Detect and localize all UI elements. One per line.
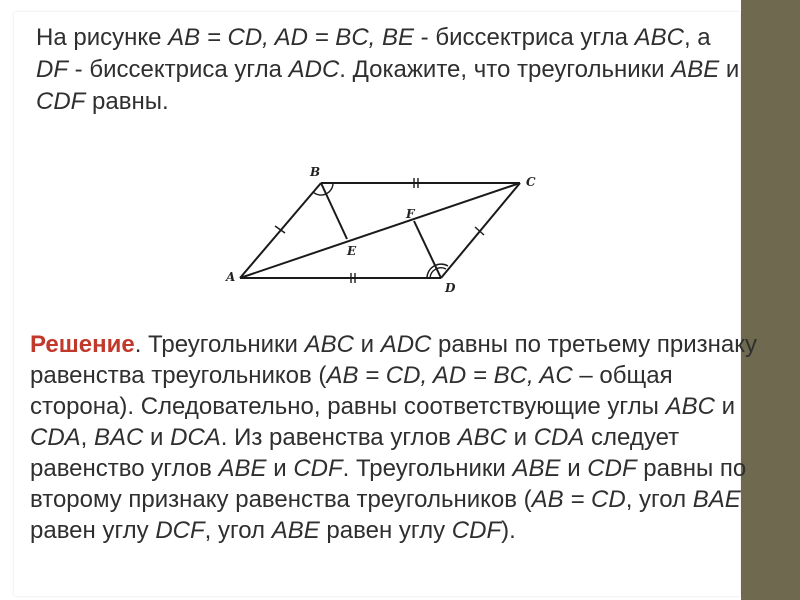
- label-e: E: [347, 244, 357, 258]
- text-run: , угол: [204, 517, 272, 544]
- geometry-figure: [224, 157, 554, 297]
- text-run: ,: [80, 424, 95, 451]
- formula: CDF: [36, 88, 86, 115]
- formula: CDA: [533, 424, 585, 451]
- text-run: и: [143, 424, 171, 451]
- text-run: и: [353, 331, 381, 358]
- formula: CDF: [451, 517, 502, 544]
- text-run: следует равенство углов: [30, 424, 680, 482]
- formula: ABE: [671, 56, 720, 83]
- formula: DF: [36, 56, 68, 83]
- formula: ABE: [218, 455, 267, 482]
- text-run: равны по второму признаку равенства треугольников (: [30, 455, 747, 513]
- problem-statement: [36, 22, 756, 118]
- label-d: D: [445, 281, 456, 295]
- formula: CDF: [587, 455, 637, 482]
- solution-text: [30, 329, 760, 546]
- label-a: A: [226, 270, 236, 284]
- solution-heading: Решение: [30, 331, 135, 358]
- text-run: ).: [501, 517, 516, 544]
- text-run: и: [719, 56, 740, 83]
- formula: AB = CD, AD = BC, AC: [326, 362, 573, 389]
- text-run: . Треугольники: [342, 455, 513, 482]
- text-run: равны по третьему признаку равенства треугольников (: [30, 331, 757, 389]
- text-run: .: [134, 331, 142, 358]
- formula: AB = CD: [531, 486, 626, 513]
- formula: BAE: [692, 486, 741, 513]
- formula: ABC: [665, 393, 715, 420]
- formula: AB = CD, AD = BC, BE: [168, 24, 414, 51]
- text-run: равен углу: [30, 517, 156, 544]
- formula: ADC: [380, 331, 432, 358]
- formula: BAC: [94, 424, 144, 451]
- formula: DCF: [155, 517, 205, 544]
- text-run: Треугольники: [141, 331, 305, 358]
- text-run: , угол: [625, 486, 693, 513]
- slide: [14, 12, 757, 596]
- text-run: равен углу: [319, 517, 452, 544]
- formula: ADC: [288, 56, 340, 83]
- text-run: – общая сторона). Следовательно, равны соответствующие углы: [30, 362, 673, 420]
- formula: CDA: [30, 424, 81, 451]
- formula: ABC: [634, 24, 684, 51]
- text-run: - биссектриса угла: [414, 24, 635, 51]
- text-run: и: [506, 424, 534, 451]
- text-run: . Докажите, что треугольники: [339, 56, 672, 83]
- text-run: , а: [683, 24, 711, 51]
- formula: CDF: [293, 455, 343, 482]
- label-f: F: [406, 207, 415, 221]
- bisector-df: [414, 221, 441, 278]
- text-run: и: [714, 393, 735, 420]
- text-run: . Из равенства углов: [220, 424, 458, 451]
- formula: DCA: [170, 424, 221, 451]
- bisector-be: [321, 183, 347, 239]
- text-run: и: [266, 455, 294, 482]
- label-b: B: [310, 165, 321, 179]
- formula: ABC: [304, 331, 354, 358]
- formula: ABE: [271, 517, 320, 544]
- text-run: На рисунке: [36, 24, 169, 51]
- text-run: - биссектриса угла: [68, 56, 289, 83]
- formula: ABE: [512, 455, 561, 482]
- text-run: и: [560, 455, 588, 482]
- label-c: C: [526, 175, 536, 189]
- text-run: равны.: [85, 88, 169, 115]
- formula: ABC: [457, 424, 507, 451]
